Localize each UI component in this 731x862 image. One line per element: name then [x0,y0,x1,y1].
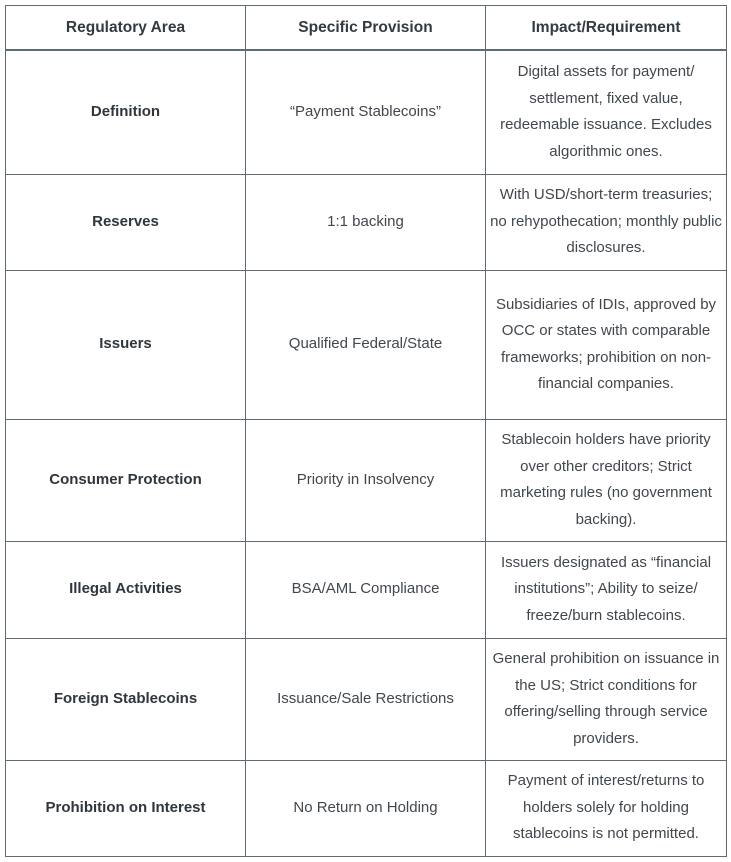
cell-regulatory-area: Consumer Protection [6,419,246,541]
table-row [6,270,727,419]
cell-specific-provision: “Payment Stablecoins” [246,50,486,174]
header-impact-requirement: Impact/Requirement [486,6,727,51]
cell-impact-requirement: Stablecoin holders have priority over other creditors; Strict marketing rules (no government backing). [486,419,727,541]
cell-impact-requirement: Digital assets for payment/ settlement, fixed value, redeemable issuance. Excludes algorithmic ones. [486,50,727,174]
cell-specific-provision: Priority in Insolvency [246,419,486,541]
cell-impact-requirement: Issuers designated as “financial institutions”; Ability to seize/ freeze/burn stablecoins. [486,541,727,638]
table-row [6,541,727,638]
table-row [6,174,727,270]
table-row [6,638,727,760]
cell-regulatory-area: Definition [6,50,246,174]
cell-impact-requirement: Payment of interest/returns to holders solely for holding stablecoins is not permitted. [486,760,727,856]
table-body [6,50,727,856]
table-row [6,419,727,541]
header-regulatory-area: Regulatory Area [6,6,246,51]
cell-regulatory-area: Foreign Stablecoins [6,638,246,760]
header-row [6,6,727,51]
cell-regulatory-area: Reserves [6,174,246,270]
header-specific-provision: Specific Provision [246,6,486,51]
table-row [6,760,727,856]
cell-specific-provision: Qualified Federal/State [246,270,486,419]
regulation-table [5,5,727,857]
table-header [6,6,727,51]
regulation-table-container [5,5,726,857]
cell-impact-requirement: General prohibition on issuance in the US; Strict conditions for offering/selling through service providers. [486,638,727,760]
cell-regulatory-area: Prohibition on Interest [6,760,246,856]
cell-specific-provision: No Return on Holding [246,760,486,856]
cell-specific-provision: BSA/AML Compliance [246,541,486,638]
cell-regulatory-area: Issuers [6,270,246,419]
cell-impact-requirement: With USD/short-term treasuries; no rehypothecation; monthly public disclosures. [486,174,727,270]
table-row [6,50,727,174]
cell-specific-provision: Issuance/Sale Restrictions [246,638,486,760]
cell-impact-requirement: Subsidiaries of IDIs, approved by OCC or states with comparable frameworks; prohibition on non-financial companies. [486,270,727,419]
cell-regulatory-area: Illegal Activities [6,541,246,638]
cell-specific-provision: 1:1 backing [246,174,486,270]
